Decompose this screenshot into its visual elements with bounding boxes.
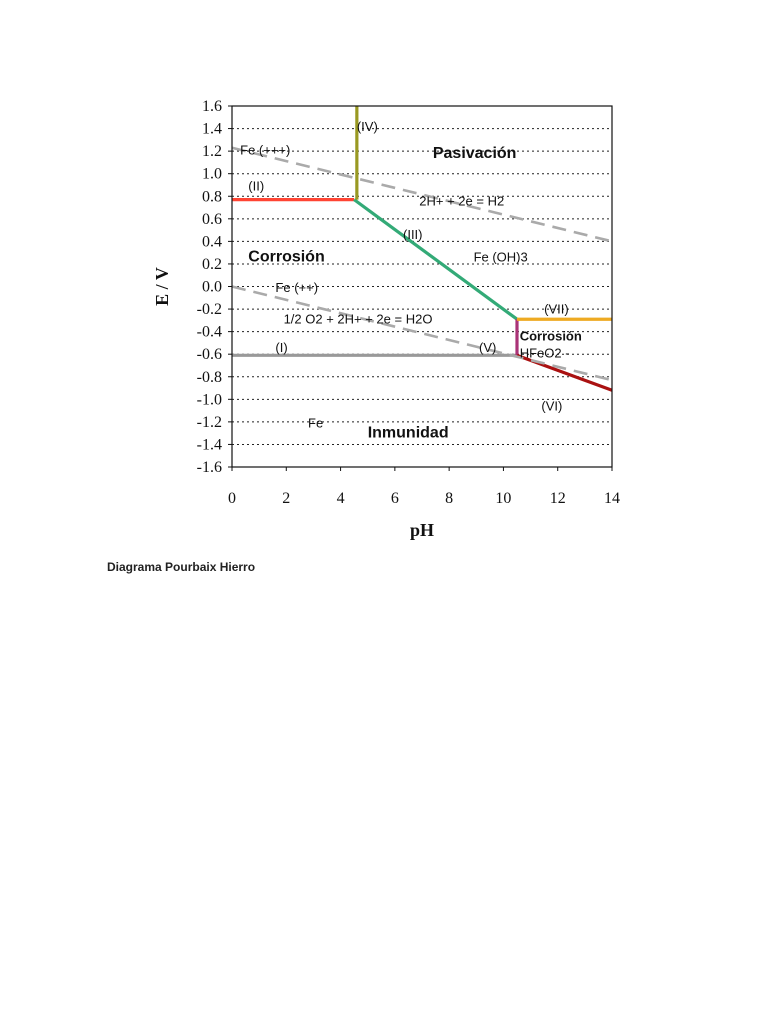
figure-caption: Diagrama Pourbaix Hierro [107, 560, 256, 574]
y-tick-label: 0.4 [202, 233, 222, 251]
chart-annotation: Fe [308, 415, 324, 431]
y-tick-labels [197, 98, 232, 476]
x-tick-label: 8 [445, 490, 454, 507]
y-tick-label: -1.2 [196, 413, 222, 431]
x-tick-label: 6 [390, 490, 399, 507]
y-tick-label: -0.4 [196, 323, 222, 341]
chart-annotation: (I) [275, 339, 288, 355]
x-tick-label: 0 [228, 490, 236, 507]
y-axis-title: E / V [152, 267, 172, 306]
y-tick-label: 0.8 [202, 188, 222, 206]
y-tick-label: -1.0 [196, 391, 222, 409]
chart-annotation: (II) [248, 178, 265, 194]
x-tick-label: 10 [495, 490, 512, 507]
region-annotations [240, 119, 582, 442]
chart-annotation: Corrosión [519, 328, 582, 344]
x-axis-title: pH [409, 520, 435, 540]
y-tick-label: 0.0 [202, 278, 222, 296]
chart-annotation: Inmunidad [367, 424, 449, 442]
x-tick-label: 4 [336, 490, 345, 507]
chart-annotation: (III) [403, 227, 423, 243]
y-tick-label: 1.2 [202, 143, 222, 161]
x-tick-label: 14 [604, 490, 620, 507]
x-tick-labels [228, 467, 620, 507]
chart-annotation: Pasivación [432, 144, 517, 162]
chart-annotation: Fe (OH)3 [473, 249, 528, 265]
y-tick-label: -0.2 [196, 301, 222, 319]
chart-annotation: HFeO2 - [519, 345, 570, 361]
y-tick-label: -1.4 [196, 436, 222, 454]
y-tick-label: 1.0 [202, 165, 222, 183]
y-tick-label: 1.4 [202, 120, 222, 138]
y-tick-label: -1.6 [196, 459, 222, 476]
chart-annotation: Fe (+++) [240, 142, 291, 158]
y-tick-label: -0.8 [196, 368, 222, 386]
x-tick-label: 12 [549, 490, 566, 507]
chart-annotation: 1/2 O2 + 2H+ + 2e = H2O [283, 311, 433, 327]
x-tick-label: 2 [282, 490, 291, 507]
y-tick-label: -0.6 [196, 346, 222, 364]
chart-annotation: (V) [479, 339, 497, 355]
chart-annotation: Fe (++) [275, 280, 319, 296]
chart-annotation: (IV) [356, 118, 378, 134]
chart-annotation: (VII) [544, 301, 569, 317]
chart-annotation: 2H+ + 2e = H2 [419, 193, 505, 209]
chart-annotation: Corrosión [248, 248, 325, 266]
y-tick-label: 1.6 [202, 98, 222, 115]
y-tick-label: 0.2 [202, 255, 222, 273]
y-tick-label: 0.6 [202, 210, 222, 228]
chart-annotation: (VI) [541, 398, 563, 414]
